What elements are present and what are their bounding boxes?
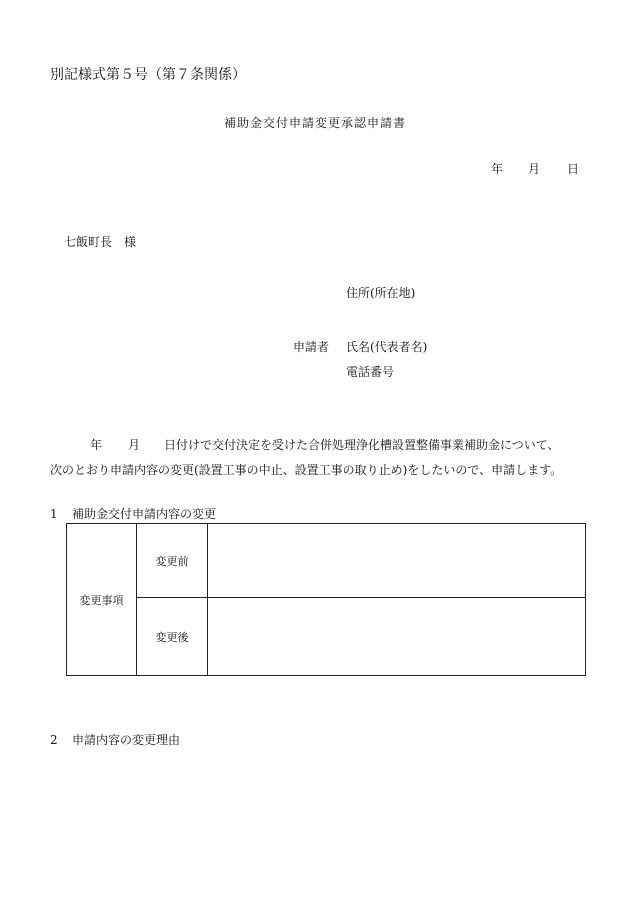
date-day-label: 日 xyxy=(567,162,580,176)
document-title: 補助金交付申請変更承認申請書 xyxy=(223,116,406,130)
table-row-before xyxy=(67,524,586,598)
date-year-label: 年 xyxy=(491,162,504,176)
after-change-label: 変更後 xyxy=(137,598,208,676)
date-month-label: 月 xyxy=(528,162,541,176)
table-row-after xyxy=(67,598,586,676)
section-2-title: 申請内容の変更理由 xyxy=(72,733,181,747)
after-change-field[interactable] xyxy=(208,598,586,676)
date-line xyxy=(491,160,579,177)
section-1-title: 補助金交付申請内容の変更 xyxy=(72,507,217,521)
addressee: 七飯町長 様 xyxy=(64,235,137,249)
name-label: 氏名(代表者名) xyxy=(346,340,428,354)
body-line-1-text: 日付けで交付決定を受けた合併処理浄化槽設置整備事業補助金について、 xyxy=(164,438,560,452)
phone-label: 電話番号 xyxy=(346,365,395,379)
change-items-label: 変更事項 xyxy=(67,524,137,676)
body-month-label: 月 xyxy=(128,438,141,452)
before-change-field[interactable] xyxy=(208,524,586,598)
applicant-label: 申請者 xyxy=(293,340,330,354)
form-identifier: 別記様式第５号（第７条関係） xyxy=(50,67,246,83)
application-body xyxy=(50,433,590,483)
change-table xyxy=(66,523,586,676)
body-year-label: 年 xyxy=(90,438,103,452)
section-2-number: 2 xyxy=(50,733,58,747)
section-1-heading xyxy=(50,505,216,522)
section-1-number: 1 xyxy=(50,507,58,521)
section-2-heading xyxy=(50,731,180,748)
body-line-2: 次のとおり申請内容の変更(設置工事の中止、設置工事の取り止め)をしたいので、申請します。 xyxy=(50,463,563,477)
body-line-1 xyxy=(50,433,590,458)
address-label: 住所(所在地) xyxy=(346,286,416,300)
before-change-label: 変更前 xyxy=(137,524,208,598)
